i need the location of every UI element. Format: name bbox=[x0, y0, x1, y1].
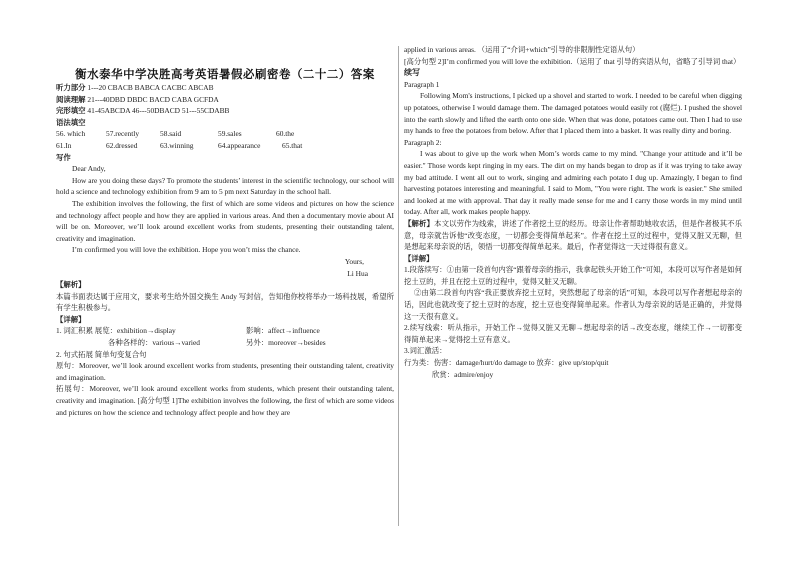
extended-text: Moreover, we’ll look around excellent works from students, which present their outstanding talent, creativity and imagination. [高分句型 1]The exhibition involves the following, the first of which are some videos and pictures on how the science and technology affect people and how they are bbox=[56, 384, 394, 417]
page-title: 衡水泰华中学决胜高考英语暑假必刷密卷（二十二）答案 bbox=[75, 67, 375, 81]
paragraph-2-label: Paragraph 2: bbox=[404, 137, 442, 147]
right-analysis-label: 【解析】 bbox=[404, 218, 435, 228]
letter-closing: Yours, bbox=[344, 256, 364, 266]
detail-item-6: 欣赏：admire/enjoy bbox=[432, 369, 494, 379]
letter-greeting: Dear Andy, bbox=[72, 164, 106, 174]
vocab-row-2 bbox=[56, 337, 394, 349]
listening-value: 1---20 CBACB BABCA CACBC ABCAB bbox=[85, 83, 214, 92]
continued-note-1: applied in various areas. （运用了“介词+which”引导的非限制性定语从句） bbox=[404, 45, 640, 54]
grammar-row-1 bbox=[56, 128, 394, 140]
analysis-label: 【解析】 bbox=[56, 280, 86, 290]
cloze-label: 完形填空 bbox=[56, 106, 86, 116]
analysis-text: 本篇书面表达属于应用文，要求考生给外国交换生 Andy 写封信，告知他你校将举办一场科技展，希望所有学生积极参与。 bbox=[56, 291, 394, 313]
cloze-value: 41-45ABCDA 46---50DBACD 51---55CDABB bbox=[85, 106, 230, 116]
grammar-cell: 57.recently bbox=[106, 129, 140, 139]
paragraph-1-text: Following Mom's instructions, I picked up a shovel and started to work. I needed to be careful when digging up potatoes, otherwise I would damage them. The damaged potatoes would easily rot (腐烂). I pushed the shovel into the earth slowly and lifted the earth onto one side. When that was done, potatoes came out. Then I had to use my hands to free the potatoes from below. After that I placed them into a basket. It was really dirty and boring. bbox=[404, 91, 742, 136]
grammar-label: 语法填空 bbox=[56, 117, 86, 127]
grammar-cell: 62.dressed bbox=[106, 140, 138, 150]
reading-label: 阅读理解 bbox=[56, 94, 86, 104]
grammar-cell: 59.sales bbox=[218, 129, 242, 139]
letter-paragraph-1: How are you doing these days? To promote the students’ interest in the scientific technology, our school will hold a science and technology exhibition from 9 am to 5 pm next Saturday in the school hall. bbox=[56, 175, 394, 197]
extended-sentence bbox=[56, 383, 394, 418]
detail-item-3: 2.续写线索：听从指示，开始工作→觉得又脏又无聊→想起母亲的话→改变态度，继续工作→一切都变得简单起来→觉得挖土豆有意义。 bbox=[404, 323, 742, 344]
vocab-exhibition: 1. 词汇积累 展览：exhibition→display bbox=[56, 326, 176, 336]
continued-note-2: [高分句型 2]I’m confirmed you will love the exhibition.（运用了 that 引导的宾语从句，省略了引导词 that） bbox=[404, 56, 741, 66]
original-label: 原句： bbox=[56, 361, 79, 371]
detail-item-1: 1.段落续写：①由第一段首句内容“跟着母亲的指示，我拿起铁头开始工作”可知，本段可以写作者是如何挖土豆的，并且在挖土豆的过程中，觉得又脏又无聊。 bbox=[404, 265, 742, 286]
letter-signature: Li Hua bbox=[347, 268, 368, 278]
reading-value: 21---40DBD DBDC BACD CABA GCFDA bbox=[85, 94, 219, 104]
letter-paragraph-2: The exhibition involves the following, the first of which are some videos and pictures on how the science and technology affect people and how they are applied in various areas. And then a documentary movie about AI will be on. Moreover, we’ll look around excellent works from students, presenting their outstanding talent, creativity and imagination. bbox=[56, 198, 394, 243]
original-sentence bbox=[56, 360, 394, 383]
vocab-besides: 另外：moreover→besides bbox=[246, 338, 326, 348]
original-text: Moreover, we’ll look around excellent works from students, presenting their outstanding talent, creativity and imagination. bbox=[56, 361, 394, 382]
continuation-label: 续写 bbox=[404, 68, 420, 78]
extended-label: 拓展句： bbox=[56, 384, 90, 394]
right-detail-label: 【详解】 bbox=[404, 253, 434, 263]
grammar-cell: 64.appearance bbox=[218, 140, 261, 150]
vocab-affect: 影响：affect→influence bbox=[246, 326, 320, 336]
sentence-title: 2. 句式拓展 简单句变复合句 bbox=[56, 349, 147, 359]
grammar-row-2 bbox=[56, 140, 394, 152]
vocab-row-1 bbox=[56, 325, 394, 337]
detail-item-2: ②由第二段首句内容“我正要放弃挖土豆时，突然想起了母亲的话”可知，本段可以写作者想起母亲的话，因此也就改变了挖土豆时的态度，挖土豆也变得简单起来。作者认为母亲说的话是正确的，并觉得这一天很有意义。 bbox=[404, 288, 742, 321]
column-divider bbox=[398, 46, 399, 526]
letter-paragraph-3: I’m confirmed you will love the exhibition. Hope you won’t miss the chance. bbox=[72, 245, 301, 255]
right-analysis bbox=[404, 218, 742, 253]
grammar-cell: 63.winning bbox=[160, 140, 194, 150]
reading-answers bbox=[56, 94, 394, 106]
right-analysis-text: 本文以劳作为线索，讲述了作者挖土豆的经历。母亲让作者帮助她收农活，但是作者极其不乐意，母亲就告诉他“改变态度，一切都会变得简单起来”。作者在挖土豆的过程中，觉得又脏又无聊，但是想起来母亲说的话，领悟一切都变得简单起来。最后，作者觉得这一天过得很有意义。 bbox=[404, 218, 742, 252]
cloze-answers bbox=[56, 105, 394, 117]
grammar-cell: 60.the bbox=[276, 129, 295, 139]
writing-label: 写作 bbox=[56, 152, 71, 162]
paragraph-1-label: Paragraph 1 bbox=[404, 79, 440, 89]
grammar-cell: 65.that bbox=[282, 140, 303, 150]
left-column bbox=[56, 0, 394, 418]
detail-item-4: 3.词汇激活： bbox=[404, 346, 447, 356]
listening-label: 听力部分 bbox=[56, 83, 86, 92]
paragraph-2-text: I was about to give up the work when Mom’s words came to my mind. "Change your attitude and it’ll be easier." Those words kept ringing in my ears. The dirt on my hands began to drop as if it was trying to take away my bad attitude. I went all out to work, singing and admiring each potato I dug up. Amazingly, I began to find harvesting potatoes interesting and meaningful. I said to Mom, "You were right. The work is easier." She smiled and looked at me with approval. That day it really made sense for me and I carry those words in my mind until today. After all, work makes people happy. bbox=[404, 149, 742, 217]
grammar-cell: 61.In bbox=[56, 140, 72, 150]
grammar-cell: 56. which bbox=[56, 129, 86, 139]
listening-answers bbox=[56, 82, 394, 94]
detail-label: 【详解】 bbox=[56, 314, 86, 324]
grammar-cell: 58.said bbox=[160, 129, 182, 139]
detail-item-5: 行为类：伤害：damage/hurt/do damage to 放弃：give up/stop/quit bbox=[404, 358, 609, 368]
right-column bbox=[404, 44, 742, 380]
vocab-various: 各种各样的：various→varied bbox=[108, 338, 200, 348]
